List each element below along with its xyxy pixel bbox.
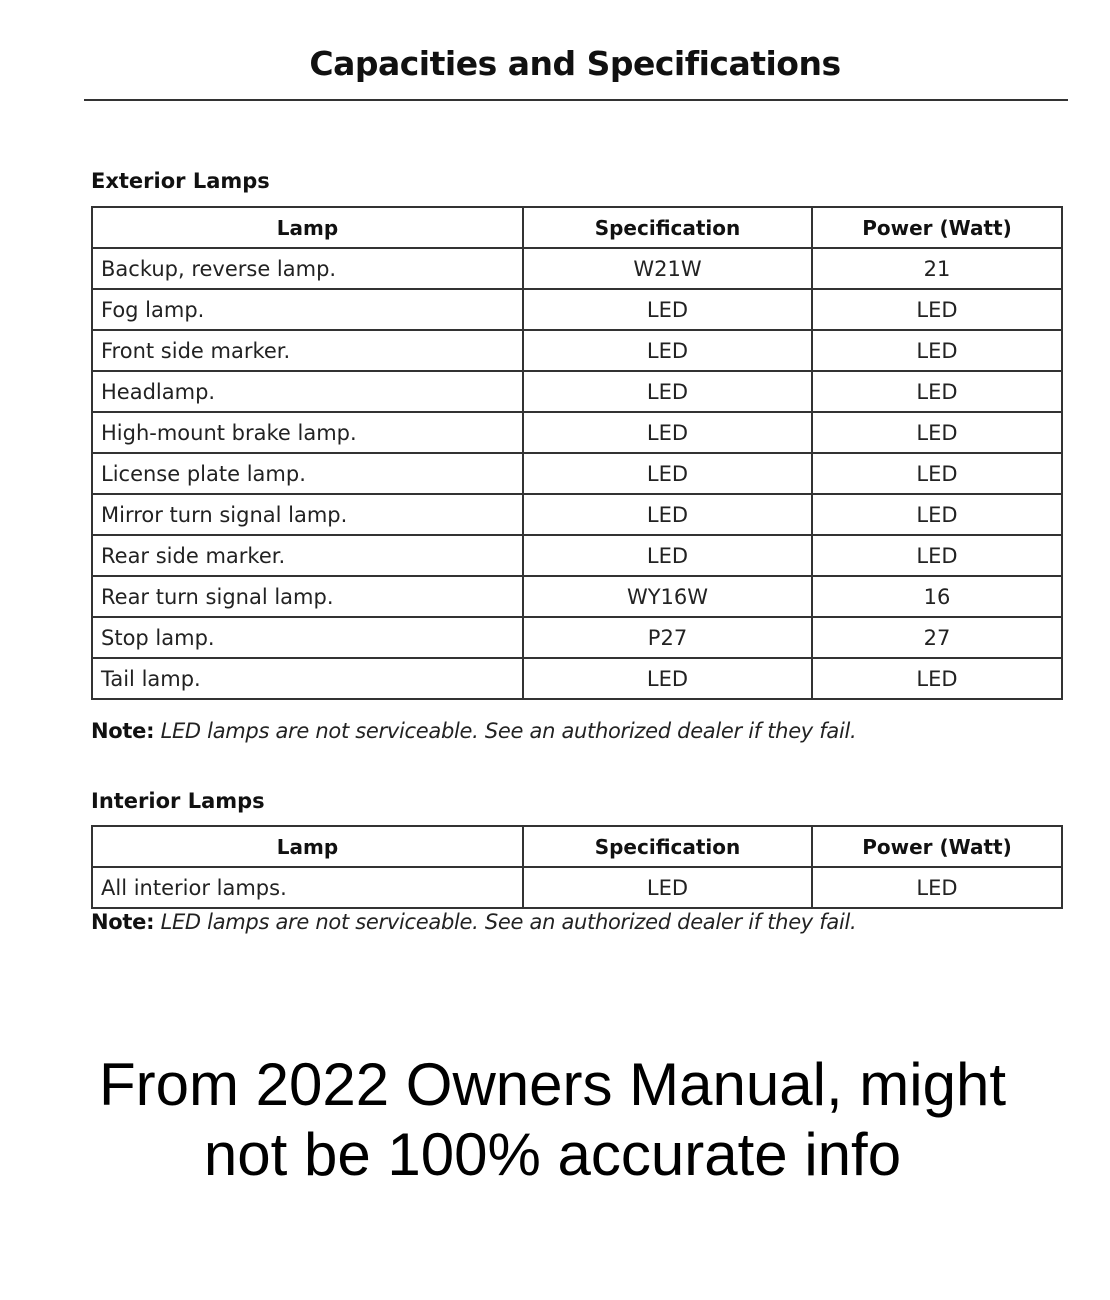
lamp-cell: Fog lamp.: [92, 289, 523, 330]
exterior-lamps-heading: Exterior Lamps: [91, 169, 270, 193]
table-row: [92, 248, 1062, 289]
column-header-specification: Specification: [523, 207, 812, 248]
interior-lamps-table: [91, 825, 1063, 909]
lamp-cell: High-mount brake lamp.: [92, 412, 523, 453]
column-header-power: Power (Watt): [812, 207, 1062, 248]
power-cell: LED: [812, 494, 1062, 535]
lamp-cell: Rear side marker.: [92, 535, 523, 576]
table-row: [92, 494, 1062, 535]
table-row: [92, 330, 1062, 371]
lamp-cell: Mirror turn signal lamp.: [92, 494, 523, 535]
specification-cell: LED: [523, 371, 812, 412]
table-header-row: [92, 207, 1062, 248]
power-cell: LED: [812, 289, 1062, 330]
specification-cell: P27: [523, 617, 812, 658]
power-cell: LED: [812, 412, 1062, 453]
lamp-cell: Headlamp.: [92, 371, 523, 412]
table-row: [92, 617, 1062, 658]
lamp-cell: Backup, reverse lamp.: [92, 248, 523, 289]
power-cell: LED: [812, 867, 1062, 908]
power-cell: LED: [812, 535, 1062, 576]
caption-line-2: not be 100% accurate info: [203, 1121, 902, 1188]
page-title: Capacities and Specifications: [309, 44, 841, 83]
lamp-cell: All interior lamps.: [92, 867, 523, 908]
column-header-lamp: Lamp: [92, 826, 523, 867]
power-cell: 21: [812, 248, 1062, 289]
note-label: Note:: [91, 719, 155, 743]
title-divider: [84, 99, 1068, 101]
power-cell: 27: [812, 617, 1062, 658]
table-row: [92, 658, 1062, 699]
power-cell: 16: [812, 576, 1062, 617]
interior-note: [91, 910, 856, 934]
lamp-cell: Rear turn signal lamp.: [92, 576, 523, 617]
lamp-cell: Front side marker.: [92, 330, 523, 371]
column-header-specification: Specification: [523, 826, 812, 867]
table-row: [92, 453, 1062, 494]
table-header-row: [92, 826, 1062, 867]
specification-cell: LED: [523, 289, 812, 330]
power-cell: LED: [812, 658, 1062, 699]
lamp-cell: Stop lamp.: [92, 617, 523, 658]
note-text: LED lamps are not serviceable. See an authorized dealer if they fail.: [154, 910, 857, 934]
specification-cell: LED: [523, 453, 812, 494]
note-label: Note:: [91, 910, 155, 934]
column-header-lamp: Lamp: [92, 207, 523, 248]
exterior-note: [91, 719, 856, 743]
specification-cell: LED: [523, 494, 812, 535]
specification-cell: LED: [523, 867, 812, 908]
table-row: [92, 576, 1062, 617]
specification-cell: LED: [523, 658, 812, 699]
table-row: [92, 289, 1062, 330]
specification-cell: WY16W: [523, 576, 812, 617]
specification-cell: LED: [523, 330, 812, 371]
table-row: [92, 412, 1062, 453]
table-row: [92, 371, 1062, 412]
caption-line-1: From 2022 Owners Manual, might: [98, 1051, 1007, 1118]
power-cell: LED: [812, 371, 1062, 412]
interior-lamps-heading: Interior Lamps: [91, 789, 265, 813]
lamp-cell: License plate lamp.: [92, 453, 523, 494]
exterior-lamps-table: [91, 206, 1063, 700]
lamp-cell: Tail lamp.: [92, 658, 523, 699]
specification-cell: LED: [523, 412, 812, 453]
specification-cell: W21W: [523, 248, 812, 289]
specification-cell: LED: [523, 535, 812, 576]
power-cell: LED: [812, 330, 1062, 371]
column-header-power: Power (Watt): [812, 826, 1062, 867]
note-text: LED lamps are not serviceable. See an authorized dealer if they fail.: [154, 719, 857, 743]
power-cell: LED: [812, 453, 1062, 494]
disclaimer-caption: [0, 1050, 1105, 1190]
table-row: [92, 535, 1062, 576]
table-row: [92, 867, 1062, 908]
